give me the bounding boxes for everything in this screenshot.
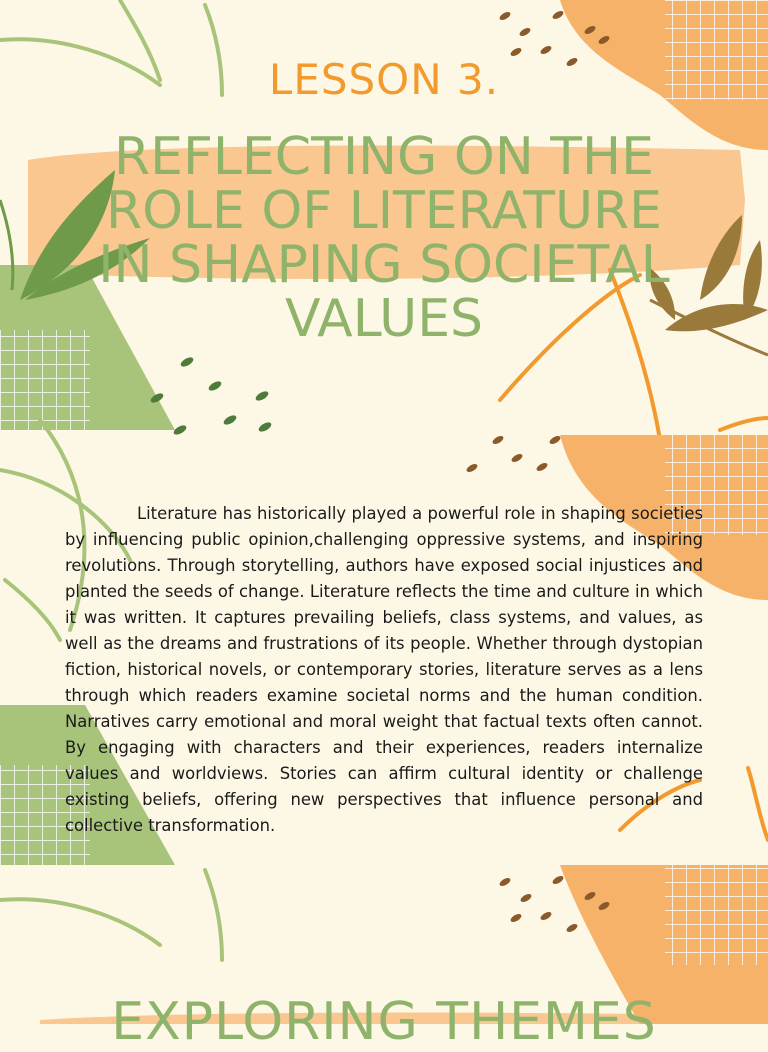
title-line: REFLECTING ON THE (114, 127, 654, 187)
title-line: IN SHAPING SOCIETAL (98, 235, 670, 295)
page-title (40, 127, 728, 349)
scatter-dots-middle (465, 434, 561, 473)
next-section-title: EXPLORING THEMES (111, 992, 657, 1052)
title-line: VALUES (284, 289, 484, 349)
curved-lines-bottom (0, 870, 222, 960)
lesson-label: LESSON 3. (268, 55, 500, 104)
title-line: ROLE OF LITERATURE (105, 181, 663, 241)
body-paragraph: Literature has historically played a powerful role in shaping societies by influencing public opinion,challenging oppressive systems, and inspiring revolutions. Through storytelling, authors have exposed social injustices and planted the seeds of change. Literature reflects the time and culture in which it was written. It captures prevailing beliefs, class systems, and values, as well as the dreams and frustrations of its people. Whether through dystopian fiction, historical novels, or contemporary stories, literature serves as a lens through which readers examine societal norms and the human condition. Narratives carry emotional and moral weight that factual texts often cannot. By engaging with characters and their experiences, readers internalize values and worldviews. Stories can affirm cultural identity or challenge existing beliefs, offering new perspectives that influence personal and collective transformation. (65, 504, 703, 836)
